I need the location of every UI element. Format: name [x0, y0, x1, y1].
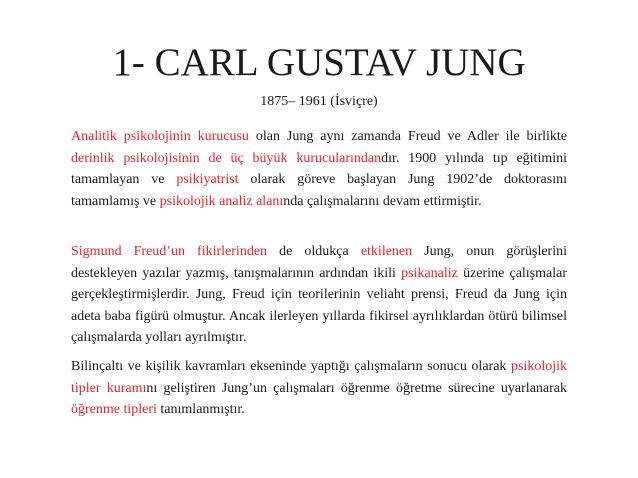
text-segment: olan Jung aynı zamanda Freud ve Adler ile birlikte: [248, 129, 567, 144]
text-segment: Sigmund Freud’un fikirlerinden: [71, 244, 268, 259]
paragraph-3: [71, 356, 567, 421]
text-segment: etkilenen: [360, 244, 413, 259]
text-segment: de oldukça: [267, 244, 361, 259]
text-segment: tanımlanmıştır.: [156, 402, 245, 417]
text-segment: üzerine çalışmalar gerçekleştirmişlerdir. Jung, Freud için teorilerinin veliaht prensi, Freud da Jung için adeta baba figürü olmuştur. Ancak ilerleyen yıllarda fikirsel ayrılıklardan ötürü bilimsel çalışmalarda yolları ayrılmıştır.: [71, 265, 567, 345]
text-segment: dır. 1900 yılında tıp eğitimini tamamlayan ve: [71, 150, 568, 187]
text-segment: psikiyatrist: [176, 172, 239, 187]
text-segment: nda çalışmalarını devam ettirmiştir.: [283, 193, 482, 209]
text-segment: Jung, onun görüşlerini destekleyen yazılar yazmış, tanışmalarının ardından ikili: [71, 244, 567, 281]
text-segment: Bilinçaltı ve kişilik kavramları ekseninde yaptığı çalışmaların sonucu olarak: [71, 359, 511, 374]
paragraph-2: [71, 241, 567, 349]
paragraph-1: [71, 126, 567, 212]
text-segment: derinlik psikolojisinin de üç büyük kurucularından: [71, 150, 382, 166]
text-segment: psikolojik analiz alanı: [159, 193, 284, 209]
slide-title: 1- CARL GUSTAV JUNG: [112, 41, 526, 84]
slide-subtitle-dates: 1875– 1961 (İsviçre): [260, 94, 378, 109]
text-segment: öğrenme tipleri: [71, 402, 157, 417]
text-segment: nı geliştiren Jung’un çalışmaları öğrenme öğretme sürecine uyarlanarak: [146, 380, 567, 396]
text-segment: olarak göreve başlayan Jung 1902’de doktorasını tamamlamış ve: [71, 172, 567, 209]
text-segment: Analitik psikolojinin kurucusu: [71, 129, 249, 144]
text-segment: psikanaliz: [401, 265, 458, 281]
text-segment: psikolojik tipler kuramı: [71, 359, 567, 396]
